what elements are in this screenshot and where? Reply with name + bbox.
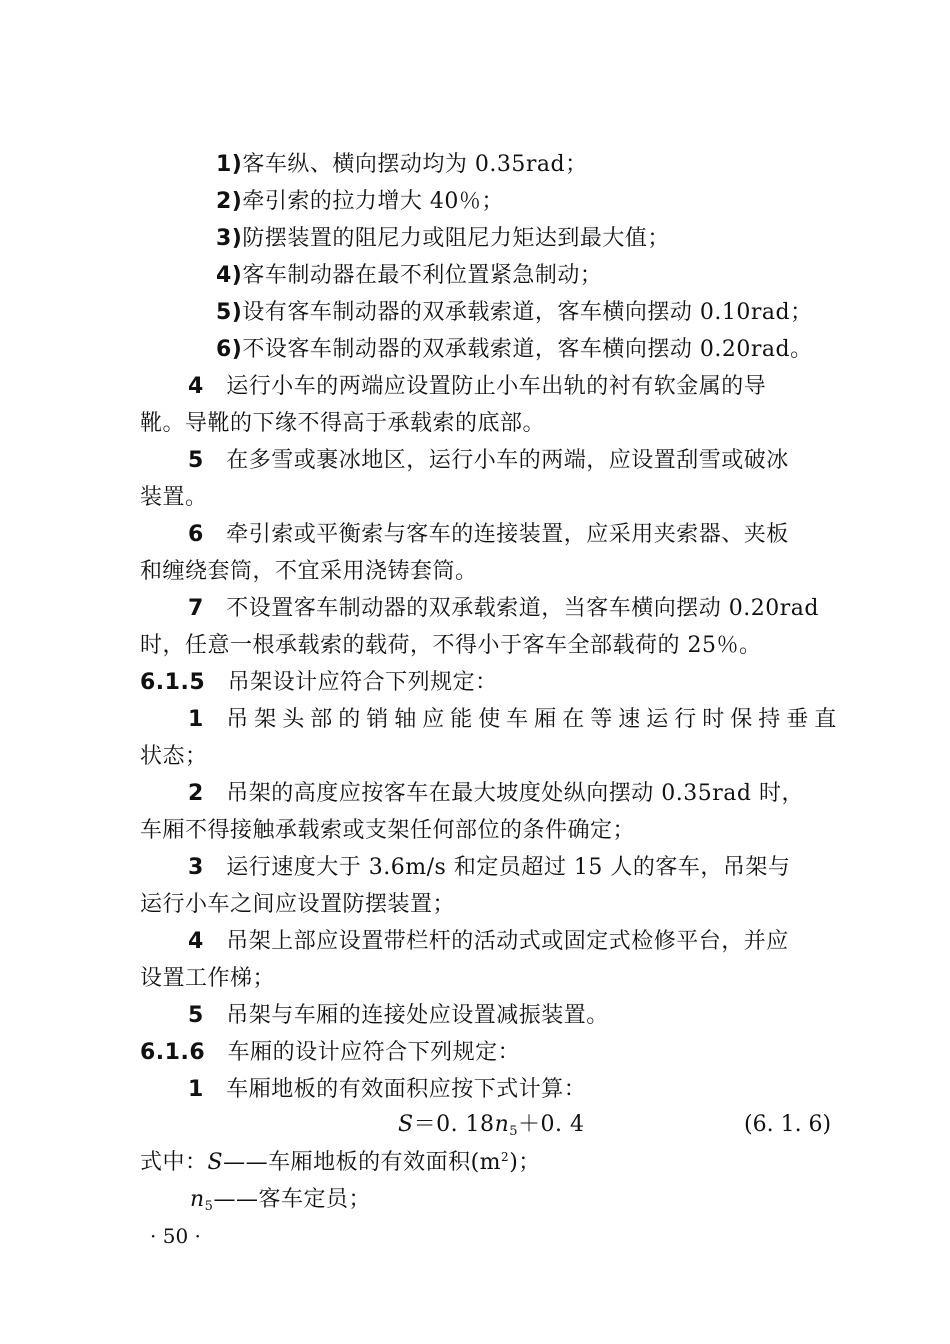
clause-text: 牵引索或平衡索与客车的连接装置，应采用夹索器、夹板 xyxy=(226,522,789,547)
formula xyxy=(398,1110,585,1143)
item-text: 牵引索的拉力增大 40％； xyxy=(242,189,504,214)
item-number: 2 xyxy=(188,781,204,806)
where-symbol: S xyxy=(207,1150,224,1175)
section-title: 吊架设计应符合下列规定： xyxy=(227,670,498,695)
item-number: 4) xyxy=(216,263,243,288)
clause-number: 4 xyxy=(188,374,204,399)
formula-subscript: 5 xyxy=(509,1124,519,1139)
section-6-1-5-item-2-line2: 车厢不得接触承载索或支架任何部位的条件确定； xyxy=(140,818,636,843)
clause-number: 5 xyxy=(188,448,204,473)
item-number: 6) xyxy=(216,337,243,362)
section-6-1-5-item-2-line1 xyxy=(188,779,804,809)
section-heading-6-1-5 xyxy=(140,668,498,698)
list-item xyxy=(216,224,670,254)
list-item xyxy=(216,298,813,328)
section-heading-6-1-6 xyxy=(140,1038,520,1068)
page-number: · 50 · xyxy=(150,1224,201,1248)
section-6-1-5-item-3-line2: 运行小车之间应设置防摆装置； xyxy=(140,892,456,917)
list-item xyxy=(216,150,588,180)
clause-5-line2: 装置。 xyxy=(140,485,208,510)
clause-text: 运行小车的两端应设置防止小车出轨的衬有软金属的导 xyxy=(226,374,767,399)
list-item xyxy=(216,335,813,365)
item-number: 1) xyxy=(216,152,243,177)
list-item xyxy=(216,187,504,217)
section-6-1-5-item-3-line1 xyxy=(188,853,790,883)
formula-coefficient: ＝0. 18 xyxy=(413,1112,495,1137)
section-title: 车厢的设计应符合下列规定： xyxy=(227,1040,521,1065)
section-6-1-5-item-5 xyxy=(188,1001,609,1031)
unit-superscript: 2 xyxy=(501,1150,510,1164)
where-s xyxy=(140,1148,541,1180)
where-tail: )； xyxy=(509,1150,541,1175)
clause-4-line1 xyxy=(188,372,766,402)
formula-variable: n xyxy=(494,1112,510,1137)
section-6-1-5-item-4-line2: 设置工作梯； xyxy=(140,966,276,991)
item-text: 不设客车制动器的双承载索道，客车横向摆动 0.20rad。 xyxy=(242,337,813,362)
item-number: 3) xyxy=(216,226,243,251)
section-6-1-6-item-1 xyxy=(188,1075,586,1105)
clause-7-line2: 时，任意一根承载索的载荷，不得小于客车全部载荷的 25％。 xyxy=(140,633,762,658)
clause-6-line1 xyxy=(188,520,789,550)
item-number: 2) xyxy=(216,189,243,214)
clause-6-line2: 和缠绕套筒，不宜采用浇铸套筒。 xyxy=(140,559,478,584)
item-text: 吊架上部应设置带栏杆的活动式或固定式检修平台，并应 xyxy=(226,929,789,954)
where-n5 xyxy=(190,1185,371,1218)
formula-rest: ＋0. 4 xyxy=(518,1112,585,1137)
formula-lhs: S xyxy=(398,1112,414,1137)
where-description: 客车定员； xyxy=(258,1187,371,1212)
item-text: 吊架头部的销轴应能使车厢在等速运行时保持垂直 xyxy=(226,707,843,732)
section-6-1-5-item-1-line2: 状态； xyxy=(140,744,208,769)
where-description: 车厢地板的有效面积(m xyxy=(268,1150,502,1175)
item-text: 防摆装置的阻尼力或阻尼力矩达到最大值； xyxy=(242,226,670,251)
where-symbol: n xyxy=(190,1187,205,1212)
item-number: 3 xyxy=(188,855,204,880)
where-dash: —— xyxy=(213,1187,259,1212)
item-text: 车厢地板的有效面积应按下式计算： xyxy=(226,1077,587,1102)
item-text: 吊架的高度应按客车在最大坡度处纵向摆动 0.35rad 时， xyxy=(226,781,804,806)
item-number: 5 xyxy=(188,1003,204,1028)
item-text: 运行速度大于 3.6m/s 和定员超过 15 人的客车，吊架与 xyxy=(226,855,791,880)
clause-text: 不设置客车制动器的双承载索道，当客车横向摆动 0.20rad xyxy=(226,596,819,621)
section-6-1-5-item-4-line1 xyxy=(188,927,789,957)
item-text: 吊架与车厢的连接处应设置减振装置。 xyxy=(226,1003,609,1028)
where-subscript: 5 xyxy=(204,1199,214,1214)
item-text: 客车制动器在最不利位置紧急制动； xyxy=(242,263,603,288)
item-number: 1 xyxy=(188,707,204,732)
clause-text: 在多雪或裹冰地区，运行小车的两端，应设置刮雪或破冰 xyxy=(226,448,789,473)
list-item xyxy=(216,261,602,291)
clause-number: 6 xyxy=(188,522,204,547)
item-number: 5) xyxy=(216,300,243,325)
clause-4-line2: 靴。导靴的下缘不得高于承载索的底部。 xyxy=(140,411,546,436)
item-text: 客车纵、横向摆动均为 0.35rad； xyxy=(242,152,588,177)
item-number: 1 xyxy=(188,1077,204,1102)
section-number: 6.1.5 xyxy=(140,670,206,695)
equation-number: (6. 1. 6) xyxy=(744,1112,832,1137)
item-number: 4 xyxy=(188,929,204,954)
section-number: 6.1.6 xyxy=(140,1040,206,1065)
where-dash: —— xyxy=(223,1150,269,1175)
section-6-1-5-item-1-line1 xyxy=(188,705,842,735)
where-prefix: 式中： xyxy=(140,1150,208,1175)
clause-number: 7 xyxy=(188,596,204,621)
item-text: 设有客车制动器的双承载索道，客车横向摆动 0.10rad； xyxy=(242,300,813,325)
clause-7-line1 xyxy=(188,594,819,624)
clause-5-line1 xyxy=(188,446,789,476)
